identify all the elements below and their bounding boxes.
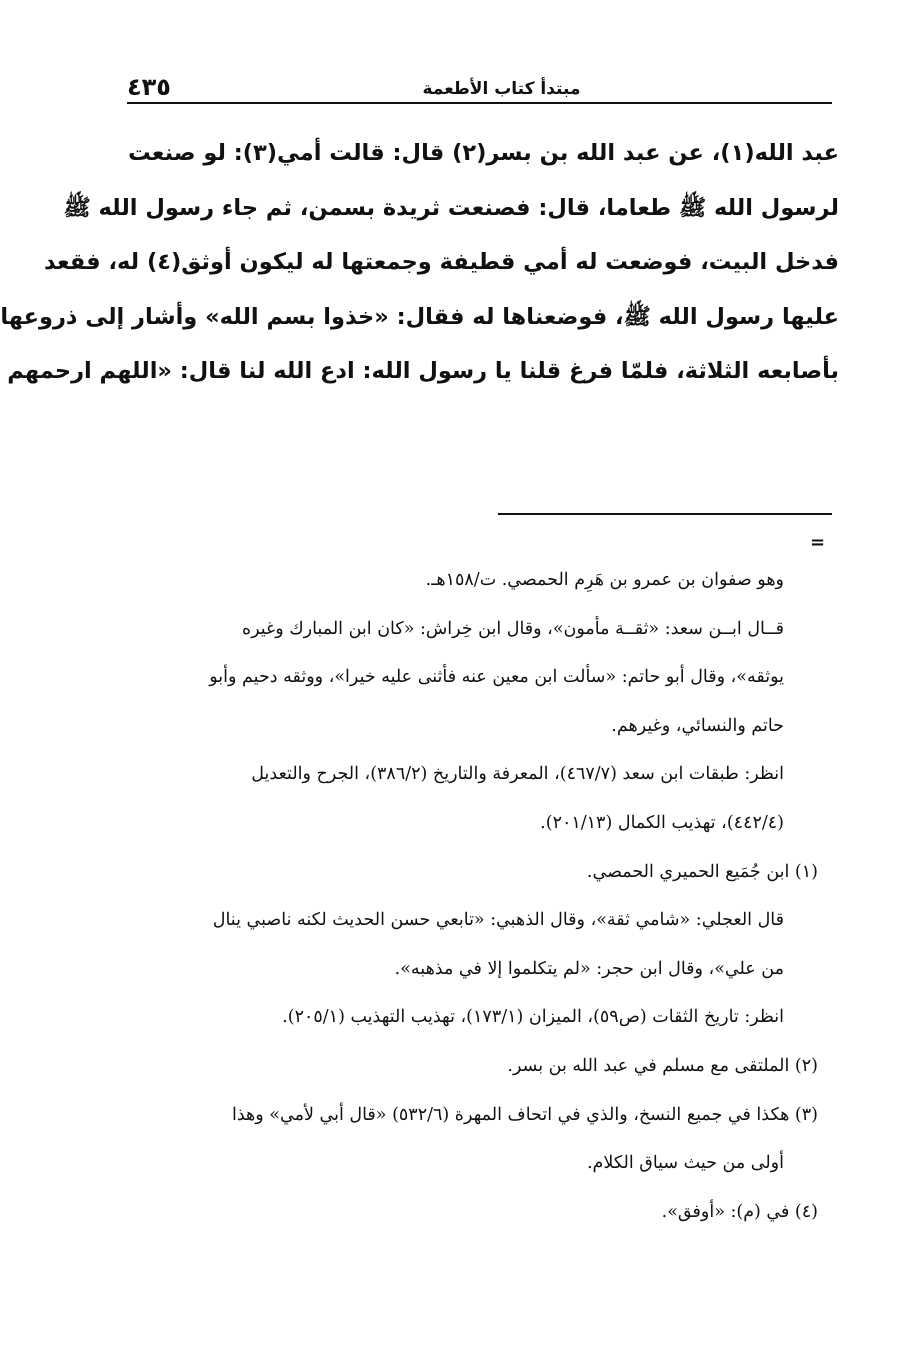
footnote-line: انظر: تاريخ الثقات (ص٥٩)، الميزان (١٧٣/١)، تهذيب التهذيب (٢٠٥/١). bbox=[282, 1007, 784, 1028]
footnote-line: قال العجلي: «شامي ثقة»، وقال الذهبي: «تابعي حسن الحديث لكنه ناصبي ينال bbox=[212, 910, 784, 931]
footnote-line: قــال ابــن سعد: «ثقــة مأمون»، وقال ابن خِراش: «كان ابن المبارك وغيره bbox=[241, 618, 784, 639]
footnote-continuation-marker: = bbox=[810, 532, 826, 553]
main-text-line: لرسول الله ﷺ طعاما، قال: فصنعت ثريدة بسمن، ثم جاء رسول الله ﷺ bbox=[63, 194, 839, 221]
footnote-line: (١) ابن جُمَيع الحميري الحمصي. bbox=[586, 861, 818, 882]
main-text-line: فدخل البيت، فوضعت له أمي قطيفة وجمعتها له ليكون أوثق(٤) له، فقعد bbox=[44, 249, 839, 275]
footnote-line: (٤) في (م): «أوفق». bbox=[661, 1201, 818, 1222]
footnote-line: من علي»، وقال ابن حجر: «لم يتكلموا إلا في مذهبه». bbox=[394, 958, 784, 979]
footnote-line: (٢) الملتقى مع مسلم في عبد الله بن بسر. bbox=[507, 1055, 818, 1076]
main-text-line: عليها رسول الله ﷺ، فوضعناها له فقال: «خذوا بسم الله» وأشار إلى ذروعها bbox=[0, 303, 839, 330]
main-text-line: عبد الله(١)، عن عبد الله بن بسر(٢) قال: قالت أمي(٣): لو صنعت bbox=[128, 140, 839, 166]
main-text-body bbox=[0, 126, 839, 399]
page-number: ٤٣٥ bbox=[127, 73, 171, 101]
footnote-line: (٤٤٢/٤)، تهذيب الكمال (٢٠١/١٣). bbox=[540, 812, 784, 833]
footnote-line: (٣) هكذا في جميع النسخ، والذي في اتحاف المهرة (٥٣٢/٦) «قال أبي لأمي» وهذا bbox=[232, 1104, 818, 1125]
footnote-line: أولى من حيث سياق الكلام. bbox=[586, 1153, 784, 1174]
footnote-line: حاتم والنسائي، وغيرهم. bbox=[611, 715, 784, 736]
footnotes-section bbox=[122, 556, 834, 1236]
footnote-separator bbox=[498, 513, 832, 515]
chapter-title: مبتدأ كتاب الأطعمة bbox=[422, 79, 581, 99]
footnote-line: وهو صفوان بن عمرو بن هَرِم الحمصي. ت/١٥٨هـ. bbox=[425, 570, 784, 590]
running-header bbox=[127, 68, 832, 104]
main-text-line: بأصابعه الثلاثة، فلمّا فرغ قلنا يا رسول الله: ادع الله لنا قال: «اللهم ارحمهم bbox=[7, 358, 839, 384]
footnote-line: انظر: طبقات ابن سعد (٤٦٧/٧)، المعرفة والتاريخ (٣٨٦/٢)، الجرح والتعديل bbox=[251, 764, 784, 785]
footnote-line: يوثقه»، وقال أبو حاتم: «سألت ابن معين عنه فأثنى عليه خيرا»، ووثقه دحيم وأبو bbox=[209, 667, 784, 688]
